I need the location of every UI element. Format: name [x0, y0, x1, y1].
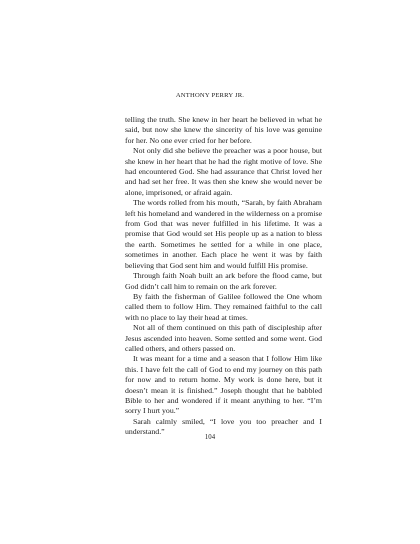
paragraph: The words rolled from his mouth, “Sarah, by faith Abraham left his homeland and wandered in the wilderness on a promise from God that was never fulfilled in his lifetime. It was a promise that God would set His people up as a nation to bless the earth. Sometimes he settled for a while in one place, sometimes in another. Each place he went it was by faith believing that God sent him and would fulfill His promise.: [125, 198, 322, 270]
paragraph: By faith the fisherman of Galilee followed the One whom called them to follow Him. They remained faithful to the call with no place to lay their head at times.: [125, 291, 322, 322]
page-number: 104: [204, 434, 216, 441]
paragraph: Sarah calmly smiled, “I love you too preacher and I understand.”: [125, 416, 322, 437]
paragraph: It was meant for a time and a season that I follow Him like this. I have felt the call of God to end my journey on this path for now and to return home. My work is done here, but it doesn’t mean it is finished.” Joseph thought that he babbled Bible to her and wondered if it meant anything to her. “I’m sorry I hurt you.”: [125, 354, 322, 416]
paragraph: telling the truth. She knew in her heart he believed in what he said, but now she knew the sincerity of his love was genuine for her. No one ever cried for her before.: [125, 115, 322, 145]
paragraph: Not all of them continued on this path of discipleship after Jesus ascended into heaven. Some settled and some went. God called others, and others passed on.: [125, 323, 322, 353]
paragraph: Not only did she believe the preacher was a poor house, but she knew in her heart that he had the right motive of love. She had encountered God. She had assurance that Christ loved her and had set her free. It was then she knew she would never be alone, imprisoned, or afraid again.: [125, 146, 322, 197]
paragraph: Through faith Noah built an ark before the flood came, but God didn’t call him to remain on the ark forever.: [125, 271, 322, 291]
running-head: ANTHONY PERRY JR.: [175, 92, 245, 99]
body-text: [125, 115, 322, 438]
